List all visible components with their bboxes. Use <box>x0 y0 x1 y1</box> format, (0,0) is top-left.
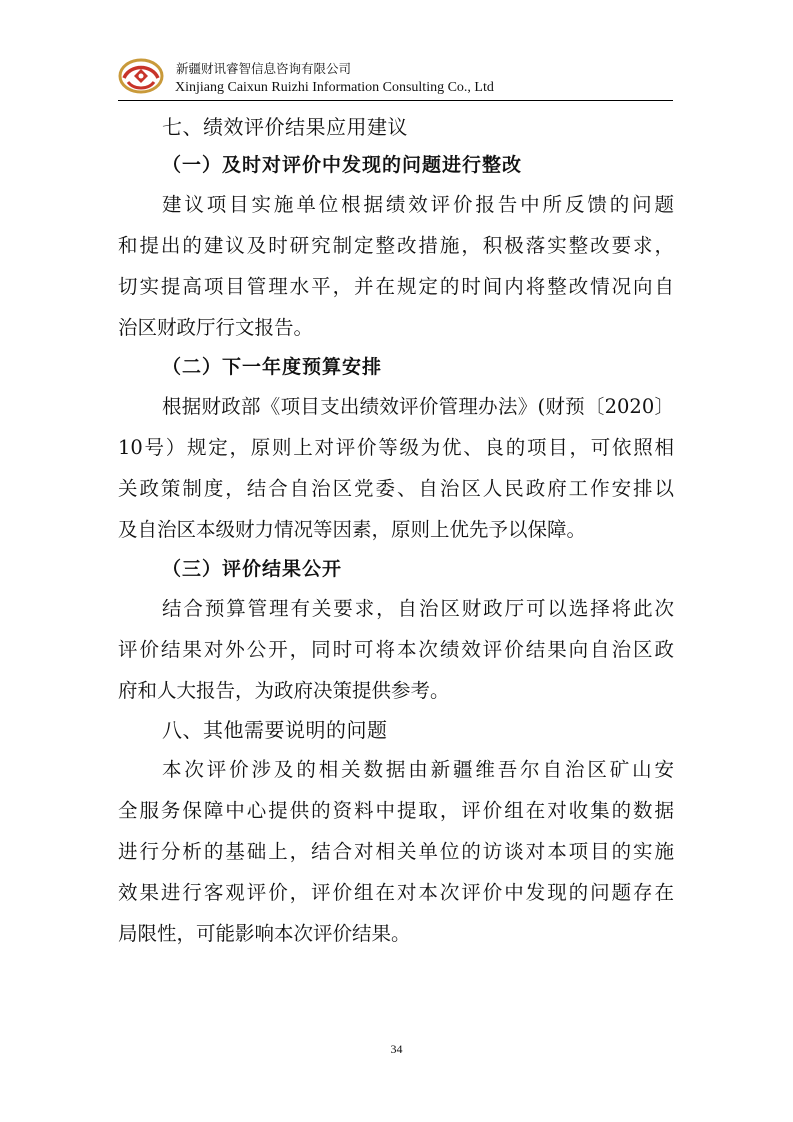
section-7-1-paragraph <box>118 184 674 348</box>
company-name-en: Xinjiang Caixun Ruizhi Information Consulting Co., Ltd <box>175 80 494 95</box>
page-number: 34 <box>390 1042 403 1056</box>
header-divider <box>118 100 673 101</box>
paragraph-line: 治区财政厅行文报告。 <box>118 316 314 339</box>
paragraph-line: 关政策制度，结合自治区党委、自治区人民政府工作安排以 <box>118 477 674 500</box>
paragraph-line: 及自治区本级财力情况等因素，原则上优先予以保障。 <box>118 518 587 541</box>
section-7-3-paragraph <box>118 588 674 711</box>
section-7-3-title: （三）评价结果公开 <box>162 558 343 580</box>
company-name-cn: 新疆财讯睿智信息咨询有限公司 <box>176 61 352 76</box>
paragraph-line: 全服务保障中心提供的资料中提取，评价组在对收集的数据 <box>118 799 674 822</box>
paragraph-line: 10号）规定，原则上对评价等级为优、良的项目，可依照相 <box>118 436 674 459</box>
section-8-paragraph <box>118 749 674 954</box>
section-7-1-title: （一）及时对评价中发现的问题进行整改 <box>162 154 523 176</box>
paragraph-line: 和提出的建议及时研究制定整改措施，积极落实整改要求， <box>118 234 674 257</box>
section-7-title: 七、绩效评价结果应用建议 <box>162 115 408 139</box>
page-header <box>118 52 673 102</box>
paragraph-line: 局限性，可能影响本次评价结果。 <box>118 922 411 945</box>
paragraph-line: 结合预算管理有关要求，自治区财政厅可以选择将此次 <box>162 597 674 620</box>
section-7-2-paragraph <box>118 386 674 550</box>
company-logo-icon <box>118 56 164 96</box>
document-body <box>118 108 674 954</box>
paragraph-line: 建议项目实施单位根据绩效评价报告中所反馈的问题 <box>162 193 674 216</box>
paragraph-line: 评价结果对外公开，同时可将本次绩效评价结果向自治区政 <box>118 638 674 661</box>
section-8-title: 八、其他需要说明的问题 <box>162 718 388 742</box>
paragraph-line: 府和人大报告，为政府决策提供参考。 <box>118 679 450 702</box>
paragraph-line: 切实提高项目管理水平，并在规定的时间内将整改情况向自 <box>118 275 674 298</box>
section-7-2-title: （二）下一年度预算安排 <box>162 356 383 378</box>
paragraph-line: 进行分析的基础上，结合对相关单位的访谈对本项目的实施 <box>118 840 674 863</box>
paragraph-line: 根据财政部《项目支出绩效评价管理办法》(财预〔2020〕 <box>162 395 674 418</box>
paragraph-line: 本次评价涉及的相关数据由新疆维吾尔自治区矿山安 <box>162 758 674 781</box>
paragraph-line: 效果进行客观评价，评价组在对本次评价中发现的问题存在 <box>118 881 674 904</box>
